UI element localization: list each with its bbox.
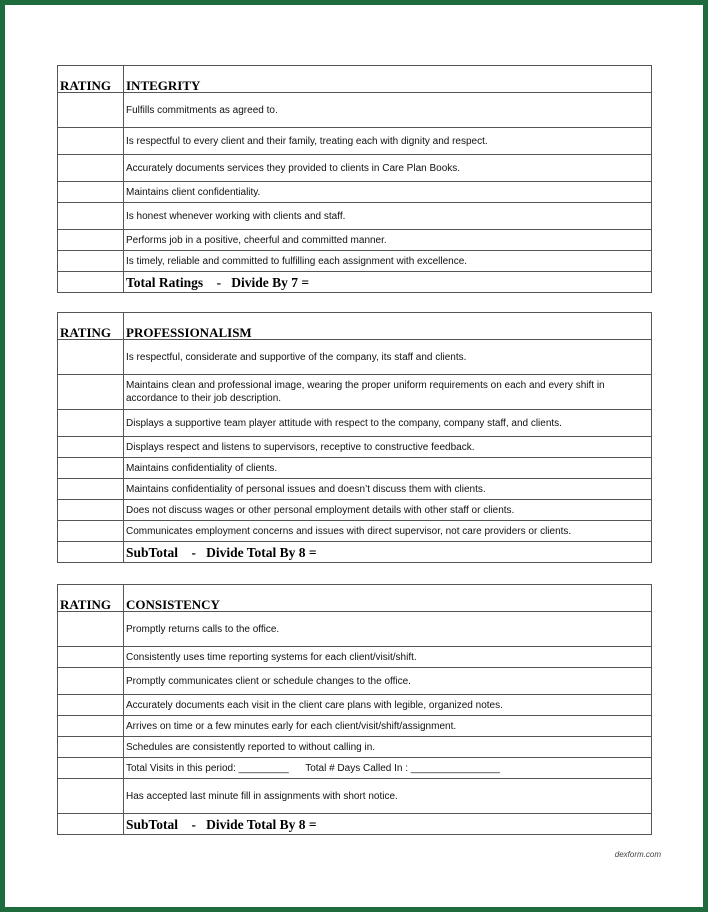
rating-cell[interactable] — [58, 155, 124, 182]
rating-cell[interactable] — [58, 716, 124, 737]
criteria-item: Does not discuss wages or other personal employment details with other staff or clients. — [124, 500, 652, 521]
total-rating-cell[interactable] — [58, 542, 124, 563]
criteria-item: Maintains clean and professional image, wearing the proper uniform requirements on each and every shift in accordance to their job description. — [124, 375, 652, 410]
criteria-item: Arrives on time or a few minutes early for each client/visit/shift/assignment. — [124, 716, 652, 737]
consistency-section — [57, 584, 652, 835]
section-title: INTEGRITY — [124, 66, 652, 93]
criteria-item: Promptly returns calls to the office. — [124, 612, 652, 647]
criteria-item: Is respectful to every client and their family, treating each with dignity and respect. — [124, 128, 652, 155]
criteria-item: Is honest whenever working with clients and staff. — [124, 203, 652, 230]
criteria-item: Displays respect and listens to supervisors, receptive to constructive feedback. — [124, 437, 652, 458]
professionalism-section — [57, 312, 652, 563]
rating-cell[interactable] — [58, 182, 124, 203]
integrity-section — [57, 65, 652, 293]
rating-header: RATING — [58, 66, 124, 93]
criteria-item: Has accepted last minute fill in assignments with short notice. — [124, 779, 652, 814]
rating-cell[interactable] — [58, 647, 124, 668]
criteria-item: Communicates employment concerns and issues with direct supervisor, not care providers or clients. — [124, 521, 652, 542]
rating-cell[interactable] — [58, 500, 124, 521]
section-title: CONSISTENCY — [124, 585, 652, 612]
rating-cell[interactable] — [58, 695, 124, 716]
criteria-item: Accurately documents each visit in the client care plans with legible, organized notes. — [124, 695, 652, 716]
criteria-item: Maintains confidentiality of clients. — [124, 458, 652, 479]
rating-cell[interactable] — [58, 668, 124, 695]
rating-cell[interactable] — [58, 203, 124, 230]
rating-cell[interactable] — [58, 479, 124, 500]
total-label: SubTotal - Divide Total By 8 = — [124, 814, 652, 835]
criteria-item: Performs job in a positive, cheerful and committed manner. — [124, 230, 652, 251]
section-title: PROFESSIONALISM — [124, 313, 652, 340]
rating-cell[interactable] — [58, 128, 124, 155]
total-rating-cell[interactable] — [58, 814, 124, 835]
watermark: dexform.com — [614, 850, 661, 859]
rating-cell[interactable] — [58, 612, 124, 647]
rating-cell[interactable] — [58, 340, 124, 375]
criteria-item: Consistently uses time reporting systems for each client/visit/shift. — [124, 647, 652, 668]
rating-header: RATING — [58, 585, 124, 612]
rating-cell[interactable] — [58, 779, 124, 814]
rating-cell[interactable] — [58, 521, 124, 542]
criteria-item: Maintains confidentiality of personal issues and doesn’t discuss them with clients. — [124, 479, 652, 500]
criteria-item: Accurately documents services they provided to clients in Care Plan Books. — [124, 155, 652, 182]
document-page — [5, 5, 703, 907]
total-label: SubTotal - Divide Total By 8 = — [124, 542, 652, 563]
rating-header: RATING — [58, 313, 124, 340]
total-label: Total Ratings - Divide By 7 = — [124, 272, 652, 293]
rating-cell[interactable] — [58, 375, 124, 410]
total-rating-cell[interactable] — [58, 272, 124, 293]
criteria-item: Is timely, reliable and committed to fulfilling each assignment with excellence. — [124, 251, 652, 272]
criteria-item: Fulfills commitments as agreed to. — [124, 93, 652, 128]
criteria-item: Maintains client confidentiality. — [124, 182, 652, 203]
rating-cell[interactable] — [58, 437, 124, 458]
rating-cell[interactable] — [58, 230, 124, 251]
criteria-item: Promptly communicates client or schedule changes to the office. — [124, 668, 652, 695]
rating-cell[interactable] — [58, 410, 124, 437]
rating-cell[interactable] — [58, 251, 124, 272]
criteria-item: Displays a supportive team player attitude with respect to the company, company staff, and clients. — [124, 410, 652, 437]
rating-cell[interactable] — [58, 758, 124, 779]
rating-cell[interactable] — [58, 458, 124, 479]
rating-cell[interactable] — [58, 93, 124, 128]
criteria-item: Schedules are consistently reported to without calling in. — [124, 737, 652, 758]
rating-cell[interactable] — [58, 737, 124, 758]
visits-and-days-called-in: Total Visits in this period: _________ Total # Days Called In : ________________ — [124, 758, 652, 779]
criteria-item: Is respectful, considerate and supportive of the company, its staff and clients. — [124, 340, 652, 375]
